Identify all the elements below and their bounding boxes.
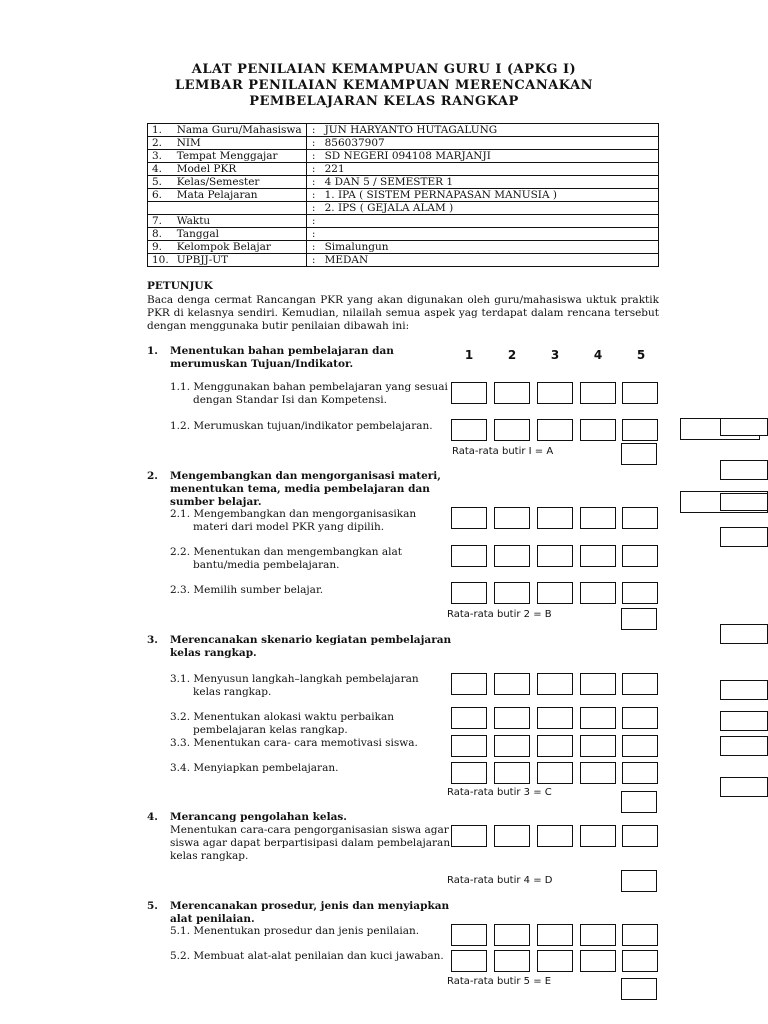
info-no: 2. — [148, 137, 173, 150]
info-label: Tempat Menggajar — [173, 150, 306, 163]
info-colon: : — [306, 228, 321, 241]
info-row — [148, 254, 659, 267]
info-colon: : — [306, 202, 321, 215]
info-colon: : — [306, 254, 321, 267]
section-title: alat penilaian. — [170, 913, 255, 925]
info-value: 221 — [321, 163, 659, 176]
rating-box[interactable] — [537, 825, 573, 847]
item-text: siswa agar dapat berpartisipasi dalam pembelajaran — [170, 837, 451, 849]
info-colon: : — [306, 150, 321, 163]
rating-box[interactable] — [451, 545, 487, 567]
rating-box[interactable] — [451, 707, 487, 729]
rating-box[interactable] — [580, 825, 616, 847]
scale-number: 3 — [550, 348, 560, 362]
rating-box[interactable] — [537, 582, 573, 604]
info-colon: : — [306, 163, 321, 176]
item-text: 3.4. Menyiapkan pembelajaran. — [170, 762, 339, 774]
info-value: Simalungun — [321, 241, 659, 254]
side-box — [720, 418, 768, 436]
rating-box[interactable] — [622, 924, 658, 946]
info-label: UPBJJ-UT — [173, 254, 306, 267]
rating-box[interactable] — [451, 762, 487, 784]
info-row — [148, 202, 659, 215]
item-text: dengan Standar Isi dan Kompetensi. — [193, 394, 387, 406]
rating-box[interactable] — [494, 950, 530, 972]
rating-box[interactable] — [580, 382, 616, 404]
item-text: pembelajaran kelas rangkap. — [193, 724, 348, 736]
info-row — [148, 228, 659, 241]
info-no: 3. — [148, 150, 173, 163]
rating-box[interactable] — [580, 673, 616, 695]
average-box[interactable] — [621, 791, 657, 813]
info-no: 5. — [148, 176, 173, 189]
rating-box[interactable] — [622, 950, 658, 972]
rating-box[interactable] — [580, 950, 616, 972]
info-value: 4 DAN 5 / SEMESTER 1 — [321, 176, 659, 189]
info-colon: : — [306, 189, 321, 202]
petunjuk-line: PKR di kelasnya sendiri. Kemudian, nilailah semua aspek yag terdapat dalam rencana tersebut — [147, 307, 659, 319]
rating-box[interactable] — [580, 545, 616, 567]
info-colon: : — [306, 124, 321, 137]
info-no: 6. — [148, 189, 173, 202]
info-label: Model PKR — [173, 163, 306, 176]
info-row — [148, 137, 659, 150]
rating-box[interactable] — [580, 735, 616, 757]
item-text: 5.2. Membuat alat-alat penilaian dan kuci jawaban. — [170, 950, 444, 962]
info-value — [321, 228, 659, 241]
info-label: Mata Pelajaran — [173, 189, 306, 202]
rating-box[interactable] — [451, 419, 487, 441]
scale-number: 1 — [464, 348, 474, 362]
info-label — [173, 202, 306, 215]
rating-box[interactable] — [451, 582, 487, 604]
form-subtitle-2: PEMBELAJARAN KELAS RANGKAP — [249, 94, 519, 109]
item-text: kelas rangkap. — [193, 686, 272, 698]
rating-box[interactable] — [622, 419, 658, 441]
rating-box[interactable] — [494, 582, 530, 604]
info-row — [148, 124, 659, 137]
average-label: Rata-rata butir I = A — [452, 446, 554, 457]
rating-box[interactable] — [494, 419, 530, 441]
info-row — [148, 176, 659, 189]
section-title: Merencanakan prosedur, jenis dan menyiapkan — [170, 900, 450, 912]
rating-box[interactable] — [537, 382, 573, 404]
info-no: 9. — [148, 241, 173, 254]
item-text: 3.2. Menentukan alokasi waktu perbaikan — [170, 711, 395, 723]
section-title: kelas rangkap. — [170, 647, 257, 659]
rating-box[interactable] — [451, 673, 487, 695]
rating-box[interactable] — [622, 507, 658, 529]
info-value: 856037907 — [321, 137, 659, 150]
rating-box[interactable] — [537, 924, 573, 946]
section-number: 1. — [147, 345, 158, 357]
item-text: 1.1. Menggunakan bahan pembelajaran yang sesuai — [170, 381, 448, 393]
info-row — [148, 189, 659, 202]
rating-box[interactable] — [494, 673, 530, 695]
rating-box[interactable] — [451, 825, 487, 847]
rating-box[interactable] — [494, 382, 530, 404]
info-colon: : — [306, 176, 321, 189]
scale-number: 4 — [593, 348, 603, 362]
side-box — [720, 460, 768, 480]
rating-box[interactable] — [537, 419, 573, 441]
side-box — [720, 527, 768, 547]
rating-box[interactable] — [580, 419, 616, 441]
info-no: 4. — [148, 163, 173, 176]
rating-box[interactable] — [537, 762, 573, 784]
rating-box[interactable] — [622, 825, 658, 847]
average-box[interactable] — [621, 608, 657, 630]
section-number: 2. — [147, 470, 158, 482]
item-text: 2.2. Menentukan dan mengembangkan alat — [170, 546, 402, 558]
side-box — [720, 736, 768, 756]
info-label: Waktu — [173, 215, 306, 228]
item-text: 1.2. Merumuskan tujuan/indikator pembelajaran. — [170, 420, 433, 432]
rating-box[interactable] — [494, 762, 530, 784]
identity-table — [147, 123, 659, 267]
rating-box[interactable] — [537, 950, 573, 972]
rating-box[interactable] — [451, 382, 487, 404]
item-text: materi dari model PKR yang dipilih. — [193, 521, 385, 533]
average-label: Rata-rata butir 3 = C — [447, 787, 552, 798]
section-title: Mengembangkan dan mengorganisasi materi, — [170, 470, 441, 482]
info-label: Kelompok Belajar — [173, 241, 306, 254]
rating-box[interactable] — [537, 545, 573, 567]
info-no: 8. — [148, 228, 173, 241]
rating-box[interactable] — [622, 707, 658, 729]
side-box — [720, 493, 768, 511]
scale-number: 5 — [636, 348, 646, 362]
rating-box[interactable] — [494, 924, 530, 946]
rating-box[interactable] — [622, 582, 658, 604]
info-row — [148, 215, 659, 228]
rating-box[interactable] — [494, 507, 530, 529]
average-label: Rata-rata butir 4 = D — [447, 875, 553, 886]
rating-box[interactable] — [494, 707, 530, 729]
average-box[interactable] — [621, 978, 657, 1000]
rating-box[interactable] — [580, 582, 616, 604]
item-text: 3.3. Menentukan cara- cara memotivasi siswa. — [170, 737, 418, 749]
rating-box[interactable] — [622, 545, 658, 567]
section-title: menentukan tema, media pembelajaran dan — [170, 483, 430, 495]
item-text: 2.3. Memilih sumber belajar. — [170, 584, 324, 596]
info-no — [148, 202, 173, 215]
info-value: 1. IPA ( SISTEM PERNAPASAN MANUSIA ) — [321, 189, 659, 202]
average-box[interactable] — [621, 870, 657, 892]
info-label: NIM — [173, 137, 306, 150]
petunjuk-heading: PETUNJUK — [147, 280, 213, 292]
rating-box[interactable] — [494, 735, 530, 757]
section-number: 5. — [147, 900, 158, 912]
average-label: Rata-rata butir 5 = E — [447, 976, 552, 987]
section-title: Merencanakan skenario kegiatan pembelajaran — [170, 634, 452, 646]
info-colon: : — [306, 241, 321, 254]
rating-box[interactable] — [537, 707, 573, 729]
info-value: 2. IPS ( GEJALA ALAM ) — [321, 202, 659, 215]
side-box — [720, 777, 768, 797]
section-title: Merancang pengolahan kelas. — [170, 811, 347, 823]
item-text: 2.1. Mengembangkan dan mengorganisasikan — [170, 508, 417, 520]
rating-box[interactable] — [622, 762, 658, 784]
petunjuk-line: Baca denga cermat Rancangan PKR yang akan digunakan oleh guru/mahasiswa uktuk praktik — [147, 294, 659, 306]
section-title: merumuskan Tujuan/Indikator. — [170, 358, 354, 370]
rating-box[interactable] — [451, 924, 487, 946]
info-label: Tanggal — [173, 228, 306, 241]
info-value: JUN HARYANTO HUTAGALUNG — [321, 124, 659, 137]
rating-box[interactable] — [451, 950, 487, 972]
rating-box[interactable] — [494, 545, 530, 567]
item-text: bantu/media pembelajaran. — [193, 559, 340, 571]
rating-box[interactable] — [537, 735, 573, 757]
rating-box[interactable] — [494, 825, 530, 847]
petunjuk-line: dengan menggunaka butir penilaian dibawah ini: — [147, 320, 410, 332]
info-row — [148, 163, 659, 176]
item-text: 5.1. Menentukan prosedur dan jenis penilaian. — [170, 925, 420, 937]
item-text: Menentukan cara-cara pengorganisasian siswa agar — [170, 824, 449, 836]
rating-box[interactable] — [451, 507, 487, 529]
info-label: Nama Guru/Mahasiswa — [173, 124, 306, 137]
side-box — [720, 680, 768, 700]
info-row — [148, 241, 659, 254]
info-no: 1. — [148, 124, 173, 137]
rating-box[interactable] — [580, 707, 616, 729]
rating-box[interactable] — [580, 924, 616, 946]
form-title: ALAT PENILAIAN KEMAMPUAN GURU I (APKG I) — [191, 62, 577, 77]
average-box[interactable] — [621, 443, 657, 465]
rating-box[interactable] — [622, 673, 658, 695]
rating-box[interactable] — [622, 382, 658, 404]
info-value — [321, 215, 659, 228]
info-no: 10. — [148, 254, 173, 267]
form-subtitle: LEMBAR PENILAIAN KEMAMPUAN MERENCANAKAN — [174, 78, 594, 93]
info-row — [148, 150, 659, 163]
scale-number: 2 — [507, 348, 517, 362]
rating-box[interactable] — [537, 673, 573, 695]
section-number: 3. — [147, 634, 158, 646]
side-box — [720, 624, 768, 644]
average-label: Rata-rata butir 2 = B — [447, 609, 552, 620]
section-title: Menentukan bahan pembelajaran dan — [170, 345, 394, 357]
section-number: 4. — [147, 811, 158, 823]
rating-box[interactable] — [580, 762, 616, 784]
info-value: MEDAN — [321, 254, 659, 267]
rating-box[interactable] — [622, 735, 658, 757]
section-title: sumber belajar. — [170, 496, 262, 508]
info-label: Kelas/Semester — [173, 176, 306, 189]
rating-box[interactable] — [537, 507, 573, 529]
side-box — [720, 711, 768, 731]
rating-box[interactable] — [451, 735, 487, 757]
info-colon: : — [306, 137, 321, 150]
info-value: SD NEGERI 094108 MARJANJI — [321, 150, 659, 163]
item-text: kelas rangkap. — [170, 850, 249, 862]
info-no: 7. — [148, 215, 173, 228]
rating-box[interactable] — [580, 507, 616, 529]
item-text: 3.1. Menyusun langkah–langkah pembelajaran — [170, 673, 419, 685]
info-colon: : — [306, 215, 321, 228]
